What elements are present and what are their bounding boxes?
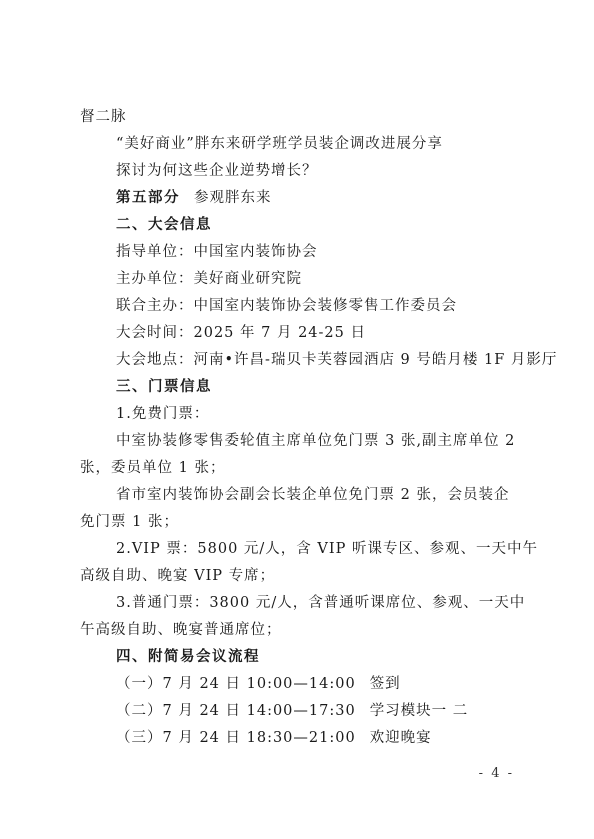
agenda-seq: （三）: [116, 730, 163, 746]
section-heading-ticket-info: 三、门票信息: [116, 379, 212, 395]
text-line-conference-time: 大会时间：2025 年 7 月 24-25 日: [116, 325, 366, 341]
agenda-item: [116, 701, 468, 721]
text-line-2: “美好商业”胖东来研学班学员装企调改进展分享: [116, 136, 443, 152]
text-line-free-ticket-detail-1: 中室协装修零售委轮值主席单位免门票 3 张,副主席单位 2: [116, 433, 516, 449]
agenda-time: 7 月 24 日 10:00—14:00: [162, 676, 356, 692]
agenda-item: [116, 728, 432, 748]
text-line-3: 探讨为何这些企业逆势增长？: [116, 163, 318, 179]
agenda-item-title: 学习模块一 二: [369, 703, 469, 719]
agenda-item-title: 签到: [369, 676, 401, 692]
text-line-conference-venue: 大会地点：河南•许昌-瑞贝卡芙蓉园酒店 9 号皓月楼 1F 月影厅: [116, 352, 558, 368]
agenda-seq: （一）: [116, 676, 163, 692]
section-heading-agenda: 四、附简易会议流程: [116, 649, 260, 665]
text-line-co-organizer: 联合主办：中国室内装饰协会装修零售工作委员会: [116, 298, 457, 314]
text-line-standard-ticket: 3.普通门票：3800 元/人，含普通听课席位、参观、一天中: [116, 595, 526, 611]
agenda-item-title: 欢迎晚宴: [369, 730, 432, 746]
text-line-guiding-unit: 指导单位：中国室内装饰协会: [116, 244, 318, 260]
text-line-organizer: 主办单位：美好商业研究院: [116, 271, 302, 287]
text-line-standard-ticket-detail: 午高级自助、晚宴普通席位；: [80, 622, 282, 638]
section-heading-conference-info: 二、大会信息: [116, 217, 212, 233]
text-line-vip-ticket-detail: 高级自助、晚宴 VIP 专席；: [80, 568, 276, 584]
page-number: - 4 -: [478, 766, 514, 781]
agenda-seq: （二）: [116, 703, 163, 719]
agenda-item: [116, 674, 401, 694]
agenda-time: 7 月 24 日 18:30—21:00: [162, 730, 356, 746]
part-five-label: 第五部分: [116, 190, 180, 206]
text-line-free-ticket: 1.免费门票：: [116, 406, 210, 422]
part-five-title: 参观胖东来: [194, 190, 272, 206]
text-line-free-ticket-detail-3: 省市室内装饰协会副会长装企单位免门票 2 张，会员装企: [116, 487, 510, 503]
text-line-free-ticket-detail-4: 免门票 1 张；: [80, 514, 179, 530]
agenda-time: 7 月 24 日 14:00—17:30: [162, 703, 356, 719]
part-five-line: [116, 188, 272, 208]
text-line-vip-ticket: 2.VIP 票：5800 元/人，含 VIP 听课专区、参观、一天中午: [116, 541, 538, 557]
text-line-1: 督二脉: [80, 109, 127, 125]
text-line-free-ticket-detail-2: 张，委员单位 1 张；: [80, 460, 226, 476]
